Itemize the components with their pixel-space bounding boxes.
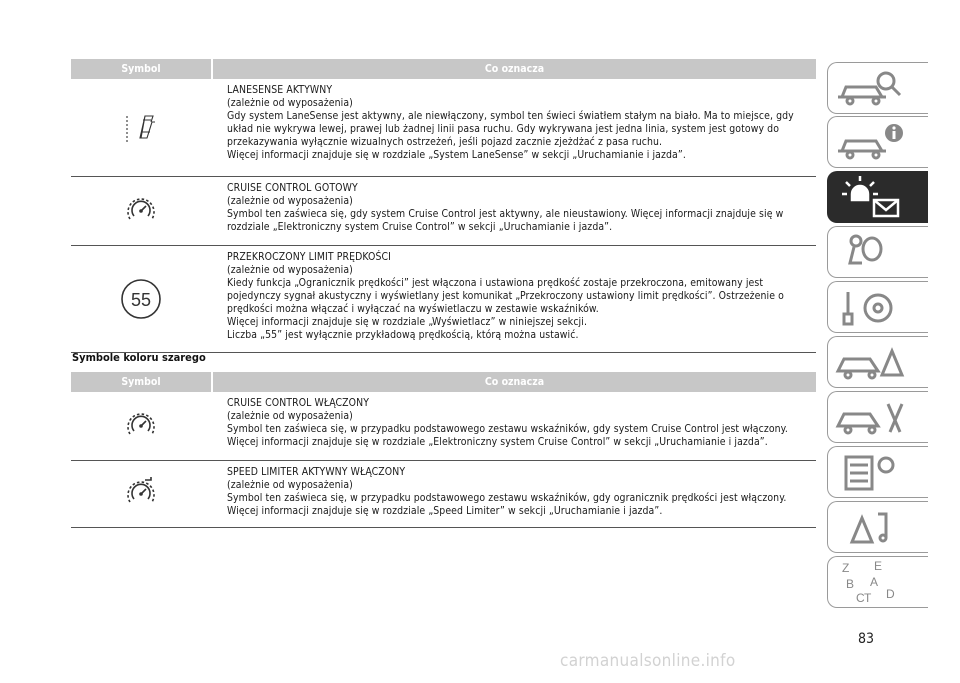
speed-limiter-icon (71, 461, 211, 527)
svg-text:D: D (886, 587, 895, 601)
svg-text:E: E (874, 559, 883, 573)
speed-limit-icon (71, 246, 211, 352)
table-header (71, 59, 816, 79)
key-steering-wheel-icon[interactable] (827, 281, 928, 333)
cruise-control-ready-icon (71, 177, 211, 245)
svg-text:B: B (846, 577, 855, 591)
svg-text:A: A (870, 575, 879, 589)
row-text: SPEED LIMITER AKTYWNY WŁĄCZONY (zależnie od wyposażenia) Symbol ten zaświeca się, w przypadku podstawowego zestawu wskaźników, gdy ogranicznik prędkości jest włączony. Więcej informacji znajduje się w rozdziale „Speed Limiter” w sekcji „Uruchamianie i jazda”. (227, 466, 787, 517)
cruise-control-on-icon (71, 392, 211, 460)
grey-symbols-table (71, 372, 816, 528)
header-symbol: Symbol (121, 63, 161, 75)
row-text: PRZEKROCZONY LIMIT PRĘDKOŚCI (zależnie od wyposażenia) Kiedy funkcja „Ogranicznik prędkości” jest włączona i ustawiona prędkość zostaje przekroczona, emitowany jest pojedynczy sygnał akustyczny i wyświetlany jest komunikat „Przekroczony ustawiony limit prędkości”. Ostrzeżenie o prędkości można włączać i wyłączać na wyświetlaczu w zestawie wskaźników. Więcej informacji znajduje się w rozdziale „Wyświetlacz” w niniejszej sekcji. Liczba „55” jest wyłącznie przykładową prędkością, którą można ustawić. (227, 251, 784, 341)
section-title: Symbole koloru szarego (72, 351, 206, 364)
row-text: CRUISE CONTROL WŁĄCZONY (zależnie od wyposażenia) Symbol ten zaświeca się, w przypadku podstawowego zestawu wskaźników, gdy system Cruise Control jest włączony. Więcej informacji znajduje się w rozdziale „Elektroniczny system Cruise Control” w sekcji „Uruchamianie i jazda”. (227, 397, 788, 448)
header-meaning: Co oznacza (211, 372, 816, 392)
airbag-passenger-icon[interactable] (827, 226, 928, 278)
header-symbol: Symbol (121, 376, 161, 388)
table-header (71, 372, 816, 392)
header-meaning: Co oznacza (211, 59, 816, 79)
multimedia-icon[interactable] (827, 501, 928, 553)
warning-symbols-table (71, 59, 816, 353)
table-row (71, 79, 816, 177)
row-text: LANESENSE AKTYWNY (zależnie od wyposażenia) Gdy system LaneSense jest aktywny, ale niewłączony, symbol ten świeci światłem stałym na biało. Ma to miejsce, gdy układ nie wykrywa lewej, prawej lub żadnej linii pasa ruchu. Gdy wykrywana jest jedna linia, system jest gotowy do przekazywania wyłącznie wizualnych ostrzeżeń, jeśli pojazd zacznie zjeżdżać z pasa ruchu. Więcej informacji znajduje się w rozdziale „System LaneSense” w sekcji „Uruchamianie i jazda”. (227, 84, 794, 161)
alphabetical-index-icon[interactable] (827, 556, 928, 608)
specs-gear-icon[interactable] (827, 446, 928, 498)
svg-text:T: T (864, 591, 872, 605)
table-row (71, 177, 816, 246)
warning-light-message-icon[interactable] (827, 171, 928, 223)
car-accident-warning-icon[interactable] (827, 336, 928, 388)
watermark: carmanualsonline.info (560, 651, 736, 671)
car-info-icon[interactable] (827, 116, 928, 168)
car-service-tools-icon[interactable] (827, 391, 928, 443)
svg-text:C: C (856, 591, 865, 605)
table-row (71, 392, 816, 461)
row-text: CRUISE CONTROL GOTOWY (zależnie od wyposażenia) Symbol ten zaświeca się, gdy system Cruise Control jest aktywny, ale nieustawiony. Więcej informacji znajduje się w rozdziale „Elektroniczny system Cruise Control” w sekcji „Uruchamianie i jazda”. (227, 182, 784, 233)
table-row (71, 246, 816, 353)
svg-text:Z: Z (842, 561, 850, 575)
lanesense-icon (71, 79, 211, 176)
page-number: 83 (858, 631, 875, 647)
speed-limit-value: 55 (130, 290, 152, 310)
car-search-icon[interactable] (827, 62, 928, 114)
table-row (71, 461, 816, 528)
